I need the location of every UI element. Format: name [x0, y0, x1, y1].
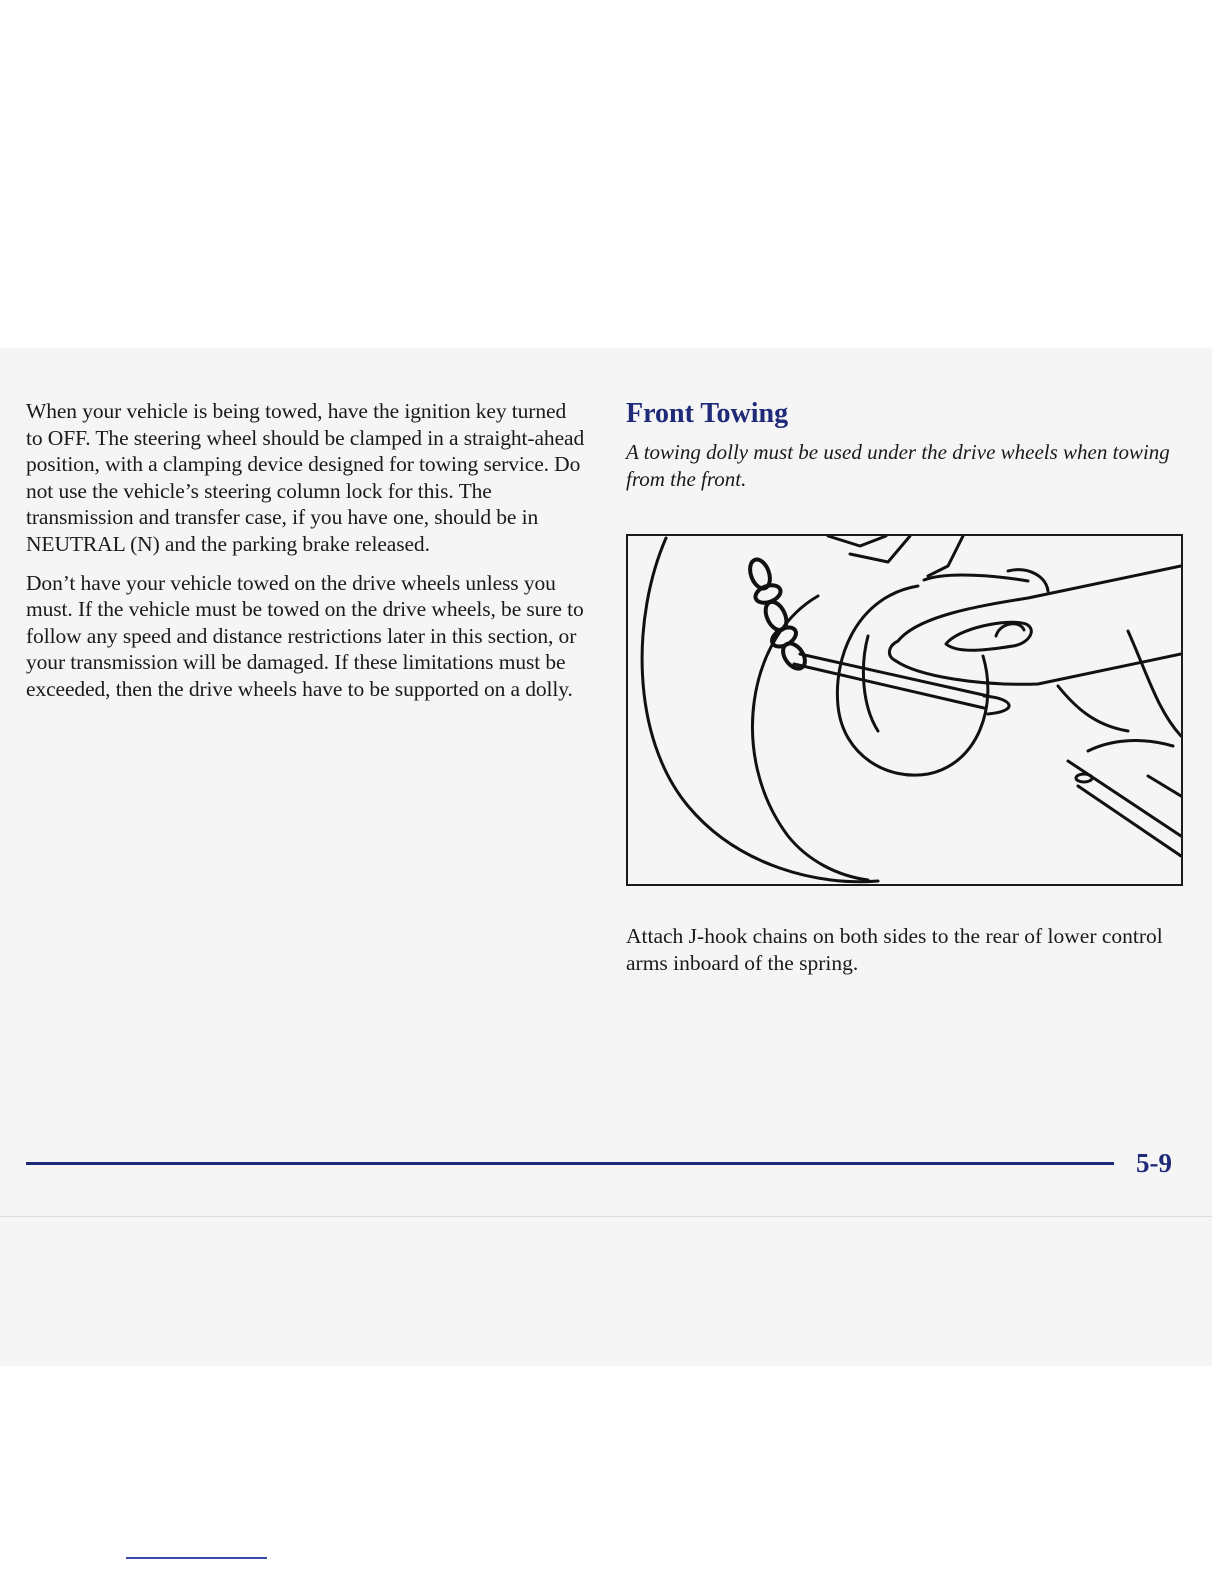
section-title: Front Towing [626, 398, 789, 429]
footer-rule [26, 1162, 1114, 1165]
scan-divider [0, 1216, 1212, 1217]
bottom-link-underline [126, 1557, 267, 1559]
wheel-chain-icon [628, 536, 1181, 884]
dolly-caution-text: A towing dolly must be used under the drive wheels when towing from the front. [626, 440, 1170, 491]
ignition-paragraph: When your vehicle is being towed, have the ignition key turned to OFF. The steering wheel should be clamped in a straight-ahead position, with a clamping device designed for towing service. Do not use the vehicle’s steering column lock for this. The transmission and transfer case, if you have one, should be in NEUTRAL (N) and the parking brake released. [26, 399, 585, 556]
drive-wheels-paragraph: Don’t have your vehicle towed on the drive wheels unless you must. If the vehicle must be towed on the drive wheels, be sure to follow any speed and distance restrictions later in this section, or your transmission will be damaged. If these limitations must be exceeded, then the drive wheels have to be supported on a dolly. [26, 570, 584, 701]
page-number: 5-9 [1136, 1148, 1172, 1178]
attach-chains-instruction: Attach J-hook chains on both sides to the rear of lower control arms inboard of the spring. [626, 924, 1163, 975]
j-hook-chain-illustration [626, 534, 1183, 886]
right-column [626, 396, 1186, 493]
left-column [26, 398, 586, 715]
